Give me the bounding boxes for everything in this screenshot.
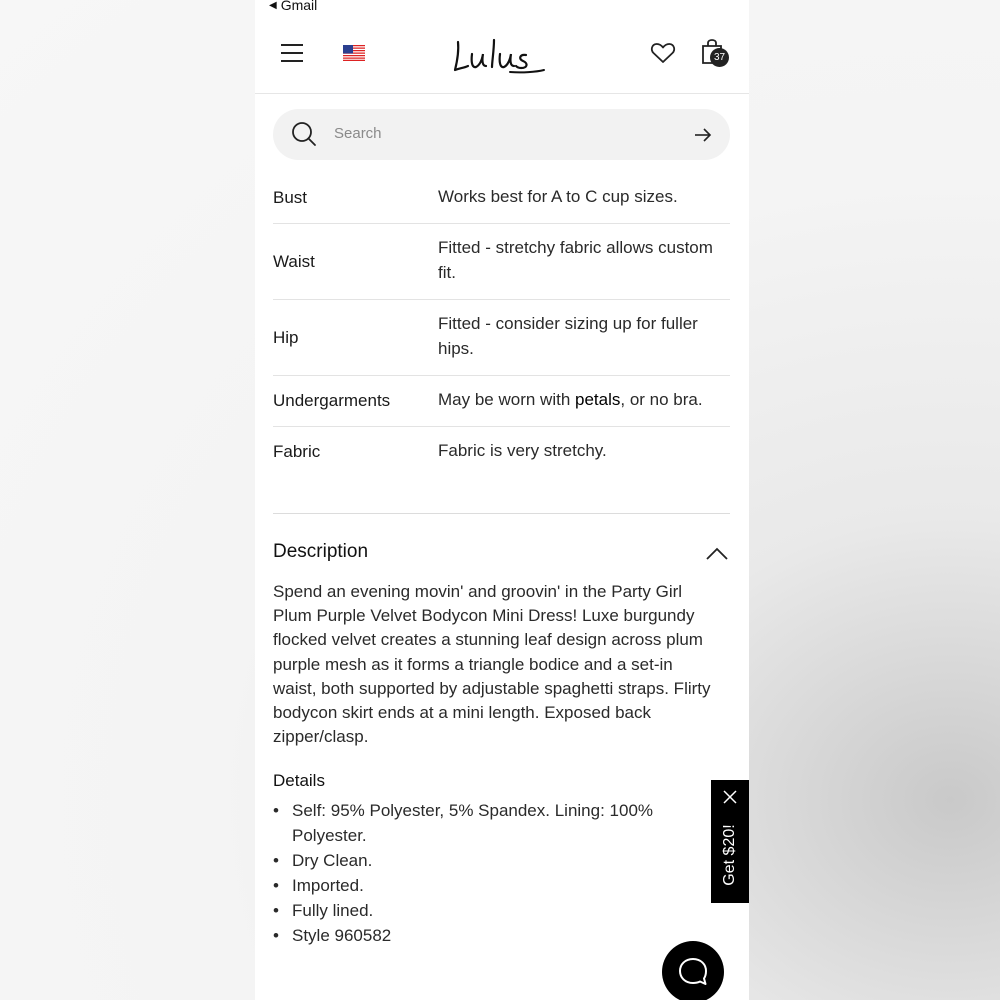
- fit-row-bust: [273, 173, 730, 224]
- site-header: [255, 18, 749, 94]
- description-text: Spend an evening movin' and groovin' in the Party Girl Plum Purple Velvet Bodycon Mini Dress! Luxe burgundy flocked velvet creates a stunning leaf design across plum purple mesh as it forms a triangle bodice and a set-in waist, both supported by adjustable spaghetti straps. Flirty bodycon skirt ends at a mini length. Exposed back zipper/clasp.: [273, 582, 711, 747]
- fit-row-waist: [273, 224, 730, 300]
- list-item: • Fully lined.: [273, 898, 693, 923]
- fit-details-table: [273, 173, 730, 477]
- details-title: Details: [273, 771, 325, 790]
- heart-icon[interactable]: [650, 41, 676, 65]
- fit-label: Bust: [273, 188, 308, 207]
- list-item: • Dry Clean.: [273, 848, 693, 873]
- fit-label: Fabric: [273, 442, 321, 461]
- mobile-page: [255, 0, 749, 1000]
- chat-bubble-icon: [677, 956, 709, 988]
- section-divider: [273, 513, 730, 514]
- search-input[interactable]: Search: [334, 125, 382, 142]
- fit-label: Undergarments: [273, 391, 391, 410]
- get-20-promo-tab[interactable]: [711, 780, 749, 903]
- petals-link[interactable]: petals: [575, 390, 621, 409]
- list-item: • Self: 95% Polyester, 5% Spandex. Lining: 100% Polyester.: [273, 798, 693, 848]
- promo-label: Get $20!: [721, 824, 738, 886]
- fit-value-prefix: May be worn with: [438, 390, 575, 409]
- description-accordion-header[interactable]: [273, 541, 730, 567]
- back-to-gmail-link[interactable]: [269, 0, 317, 13]
- search-icon: [291, 121, 317, 147]
- fit-label: Hip: [273, 327, 299, 347]
- close-icon[interactable]: [723, 790, 737, 804]
- list-item: • Imported.: [273, 873, 693, 898]
- fit-row-fabric: [273, 427, 730, 477]
- fit-value: Fitted - stretchy fabric allows custom fit.: [438, 238, 713, 282]
- fit-value: Fitted - consider sizing up for fuller hips.: [438, 314, 698, 358]
- arrow-right-icon[interactable]: [694, 126, 712, 144]
- details-list: [273, 798, 693, 948]
- back-app-label: Gmail: [280, 0, 318, 13]
- chevron-up-icon[interactable]: [706, 546, 728, 560]
- fit-value: [438, 376, 730, 426]
- description-title: Description: [273, 541, 369, 562]
- cart-count-badge: 37: [710, 48, 729, 67]
- chat-button[interactable]: [662, 941, 724, 1000]
- fit-value: Works best for A to C cup sizes.: [438, 187, 678, 206]
- fit-value-suffix: , or no bra.: [620, 390, 703, 409]
- us-flag-icon[interactable]: [343, 45, 365, 61]
- hamburger-menu-icon[interactable]: [281, 44, 303, 62]
- lulus-logo[interactable]: [450, 30, 550, 80]
- back-triangle-icon: ◀: [269, 0, 277, 11]
- fit-value: Fabric is very stretchy.: [438, 441, 607, 460]
- fit-row-undergarments: [273, 376, 730, 427]
- fit-label: Waist: [273, 251, 315, 271]
- fit-row-hip: [273, 300, 730, 376]
- search-bar[interactable]: [273, 109, 730, 160]
- list-item: • Style 960582: [273, 923, 693, 948]
